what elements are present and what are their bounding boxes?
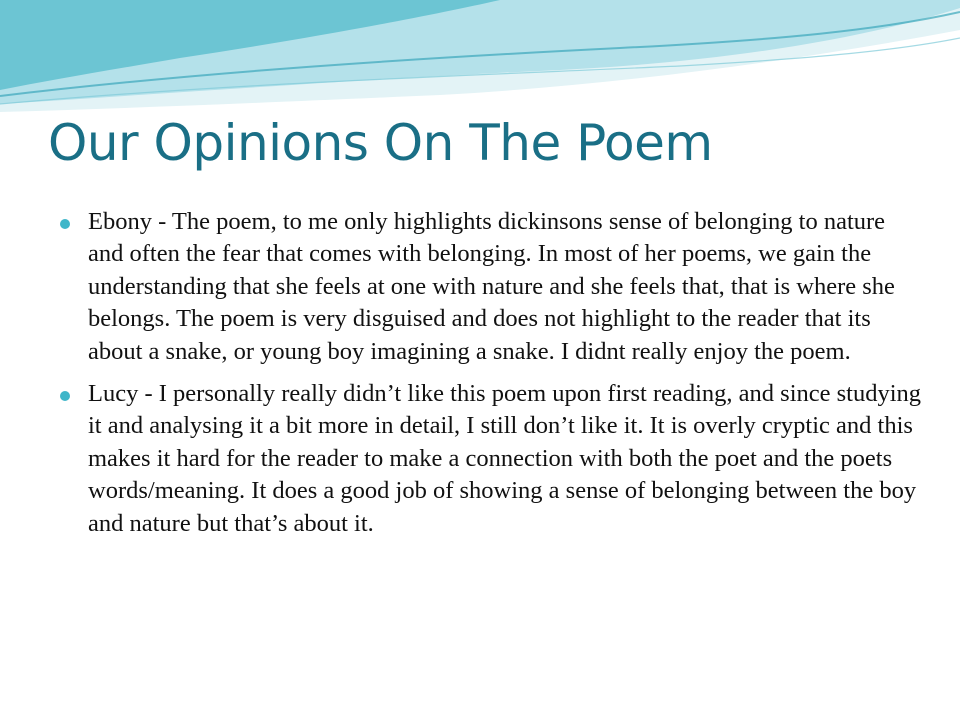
bullet-dot-icon — [60, 391, 70, 401]
bullet-dot-icon — [60, 219, 70, 229]
header-wave-decoration — [0, 0, 960, 120]
bullet-list — [46, 206, 926, 550]
bullet-item-ebony — [46, 206, 926, 368]
bullet-item-lucy — [46, 378, 926, 540]
bullet-text-ebony: Ebony - The poem, to me only highlights dickinsons sense of belonging to nature and often the fear that comes with belonging. In most of her poems, we gain the understanding that she feels at one with nature and she feels that, that is where she belongs. The poem is very disguised and does not highlight to the reader that its about a snake, or young boy imagining a snake. I didnt really enjoy the poem. — [88, 208, 895, 365]
bullet-text-lucy: Lucy - I personally really didn’t like this poem upon first reading, and since studying it and analysing it a bit more in detail, I still don’t like it. It is overly cryptic and this makes it hard for the reader to make a connection with both the poet and the poets words/meaning. It does a good job of showing a sense of belonging between the boy and nature but that’s about it. — [88, 380, 922, 537]
slide-title: Our Opinions On The Poem — [48, 114, 713, 172]
